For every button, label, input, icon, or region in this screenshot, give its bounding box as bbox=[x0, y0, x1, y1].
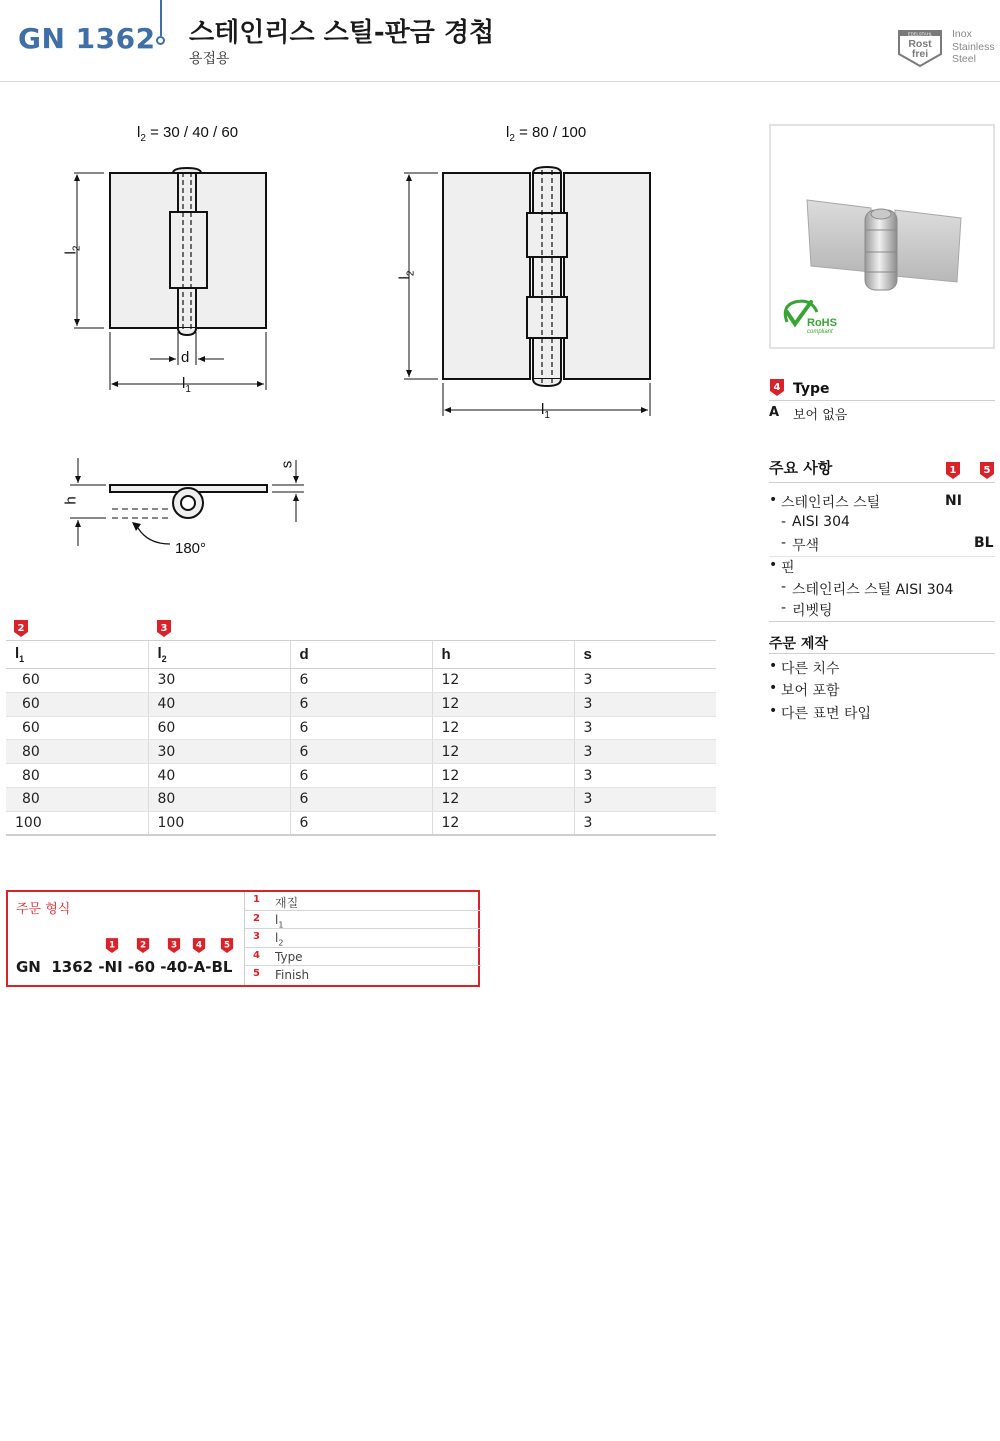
feature-text: 스테인리스 스틸 AISI 304 bbox=[792, 582, 954, 598]
drawing-right-label: $l_2 = 80 / 100$ bbox=[506, 124, 587, 144]
order-code-part: GN bbox=[16, 958, 41, 976]
svg-text:4: 4 bbox=[773, 382, 781, 393]
dim-d: d bbox=[181, 349, 190, 366]
spec-table bbox=[6, 640, 716, 836]
col-header-d: d bbox=[290, 641, 432, 669]
cell: 6 bbox=[290, 787, 432, 811]
header-divider-dot bbox=[156, 36, 165, 45]
dim-s: s bbox=[278, 460, 296, 469]
cell: 12 bbox=[432, 669, 574, 693]
cell: 30 bbox=[148, 740, 290, 764]
order-code bbox=[16, 958, 232, 976]
cell: 12 bbox=[432, 787, 574, 811]
cell: 6 bbox=[290, 692, 432, 716]
table-row bbox=[6, 716, 716, 740]
cell: 6 bbox=[290, 811, 432, 835]
feature-code: BL bbox=[974, 535, 994, 551]
cell: 12 bbox=[432, 692, 574, 716]
col-header-h: h bbox=[432, 641, 574, 669]
svg-text:4: 4 bbox=[195, 940, 203, 951]
custom-rule bbox=[769, 653, 995, 654]
legend-row: 1 재질 bbox=[245, 892, 481, 911]
type-rule bbox=[769, 400, 995, 401]
col-header-l2: $l_2$ bbox=[148, 641, 290, 669]
inox-line: Inox bbox=[952, 28, 972, 40]
table-row bbox=[6, 787, 716, 811]
order-code-part: 1362 bbox=[51, 958, 94, 976]
hinge-photo-image bbox=[771, 126, 993, 347]
badge-line2: frei bbox=[911, 48, 929, 60]
badge-5-icon bbox=[979, 461, 995, 480]
feature-text: 핀 bbox=[781, 560, 795, 576]
feature-bullet: - bbox=[781, 535, 787, 551]
inox-line: Steel bbox=[952, 53, 976, 65]
feature-bullet: - bbox=[781, 579, 787, 595]
order-code-part: -A bbox=[187, 958, 206, 976]
table-row bbox=[6, 669, 716, 693]
page-subtitle: 용접용 bbox=[189, 51, 230, 67]
order-code-part: -60 bbox=[127, 958, 156, 976]
table-header-row bbox=[6, 641, 716, 669]
order-badge-5-icon bbox=[220, 937, 234, 954]
order-badge-1-icon bbox=[105, 937, 119, 954]
features-heading: 주요 사항 bbox=[769, 459, 833, 477]
cell: 80 bbox=[6, 787, 148, 811]
custom-item: 보어 포함 bbox=[781, 683, 840, 699]
order-title: 주문 형식 bbox=[16, 902, 71, 917]
features-mid-rule bbox=[769, 556, 995, 557]
order-code-part: -BL bbox=[205, 958, 233, 976]
cell: 100 bbox=[6, 811, 148, 835]
custom-item: 다른 치수 bbox=[781, 661, 840, 677]
legend-row: 3 $l_2$ bbox=[245, 929, 481, 948]
cell: 6 bbox=[290, 716, 432, 740]
cell: 40 bbox=[148, 764, 290, 788]
feature-text: 리벳팅 bbox=[792, 603, 833, 619]
feature-text: 무색 bbox=[792, 538, 820, 554]
table-row bbox=[6, 811, 716, 835]
custom-bullet: • bbox=[769, 703, 778, 719]
cell: 80 bbox=[6, 764, 148, 788]
col-header-l1: $l_1$ bbox=[6, 641, 148, 669]
svg-text:5: 5 bbox=[223, 940, 231, 951]
cell: 12 bbox=[432, 764, 574, 788]
dim-l1-left: $l_1$ bbox=[182, 375, 191, 395]
custom-bullet: • bbox=[769, 680, 778, 696]
svg-text:3: 3 bbox=[170, 940, 178, 951]
cell: 80 bbox=[6, 740, 148, 764]
type-heading: Type bbox=[793, 381, 830, 397]
table-row bbox=[6, 740, 716, 764]
svg-text:5: 5 bbox=[983, 465, 991, 476]
feature-bullet: • bbox=[769, 492, 778, 508]
feature-bullet: - bbox=[781, 600, 787, 616]
feature-bullet: • bbox=[769, 557, 778, 573]
rostfrei-shield-icon bbox=[896, 28, 944, 68]
table-row bbox=[6, 764, 716, 788]
order-badge-2-icon bbox=[136, 937, 150, 954]
features-rule bbox=[769, 482, 995, 483]
cell: 6 bbox=[290, 669, 432, 693]
svg-text:1: 1 bbox=[949, 465, 957, 476]
page-header bbox=[0, 0, 1000, 82]
table-row bbox=[6, 692, 716, 716]
svg-text:2: 2 bbox=[139, 940, 147, 951]
dim-l2-right: $l_2$ bbox=[396, 270, 417, 280]
cell: 30 bbox=[148, 669, 290, 693]
order-badge-3-icon bbox=[167, 937, 181, 954]
product-photo bbox=[769, 124, 995, 349]
cell: 80 bbox=[148, 787, 290, 811]
inox-text bbox=[952, 28, 995, 66]
badge-2-icon bbox=[13, 619, 29, 638]
dim-l1-right: $l_1$ bbox=[541, 401, 550, 421]
cell: 60 bbox=[148, 716, 290, 740]
feature-text: AISI 304 bbox=[792, 514, 850, 530]
feature-text: 스테인리스 스틸 bbox=[781, 495, 881, 511]
cell: 40 bbox=[148, 692, 290, 716]
svg-text:1: 1 bbox=[108, 940, 116, 951]
cell: 12 bbox=[432, 740, 574, 764]
custom-heading: 주문 제작 bbox=[769, 636, 828, 652]
dim-l2-left: $l_2$ bbox=[62, 245, 83, 255]
cell: 12 bbox=[432, 811, 574, 835]
cell: 3 bbox=[574, 669, 716, 693]
hinge-drawing-small bbox=[60, 160, 300, 405]
angle-label: 180° bbox=[175, 540, 207, 557]
feature-bullet: - bbox=[781, 514, 787, 530]
rohs-icon bbox=[785, 301, 837, 335]
cell: 60 bbox=[6, 716, 148, 740]
type-text: 보어 없음 bbox=[793, 408, 848, 423]
custom-item: 다른 표면 타입 bbox=[781, 706, 872, 722]
cell: 3 bbox=[574, 787, 716, 811]
rohs-sub: compliant bbox=[807, 329, 833, 335]
dim-h: h bbox=[62, 496, 80, 505]
custom-bullet: • bbox=[769, 658, 778, 674]
badge-line1: Rost bbox=[908, 38, 932, 50]
cell: 3 bbox=[574, 764, 716, 788]
svg-text:2: 2 bbox=[17, 623, 25, 634]
order-code-part: -NI bbox=[98, 958, 123, 976]
cell: 12 bbox=[432, 716, 574, 740]
cell: 60 bbox=[6, 669, 148, 693]
features-end-rule bbox=[769, 621, 995, 622]
legend-row: 5 Finish bbox=[253, 968, 310, 983]
svg-text:3: 3 bbox=[160, 623, 168, 634]
order-code-part: -40 bbox=[160, 958, 188, 976]
badge-4-icon bbox=[769, 378, 785, 397]
product-code: GN 1362 bbox=[18, 22, 156, 55]
order-format-box bbox=[6, 890, 480, 987]
cell: 3 bbox=[574, 716, 716, 740]
hinge-drawing-large bbox=[396, 160, 676, 430]
feature-code: NI bbox=[945, 493, 962, 509]
cell: 3 bbox=[574, 811, 716, 835]
cell: 100 bbox=[148, 811, 290, 835]
page-title: 스테인리스 스틸-판금 경첩 bbox=[189, 18, 495, 48]
cell: 60 bbox=[6, 692, 148, 716]
badge-1-icon bbox=[945, 461, 961, 480]
legend-row: 2 $l_1$ bbox=[245, 911, 481, 930]
cell: 6 bbox=[290, 740, 432, 764]
badge-3-icon bbox=[156, 619, 172, 638]
type-code: A bbox=[769, 405, 780, 420]
order-legend bbox=[244, 892, 480, 985]
drawing-left-label: $l_2 = 30 / 40 / 60$ bbox=[137, 124, 239, 144]
cell: 3 bbox=[574, 692, 716, 716]
cell: 6 bbox=[290, 764, 432, 788]
rohs-main: RoHS bbox=[807, 317, 837, 329]
badge-top-text: EDELSTAHL bbox=[907, 31, 933, 37]
inox-line: Stainless bbox=[952, 40, 995, 53]
header-divider-line bbox=[160, 0, 162, 36]
col-header-s: s bbox=[574, 641, 716, 669]
legend-row: 4 Type bbox=[245, 948, 481, 967]
order-badge-4-icon bbox=[192, 937, 206, 954]
cell: 3 bbox=[574, 740, 716, 764]
